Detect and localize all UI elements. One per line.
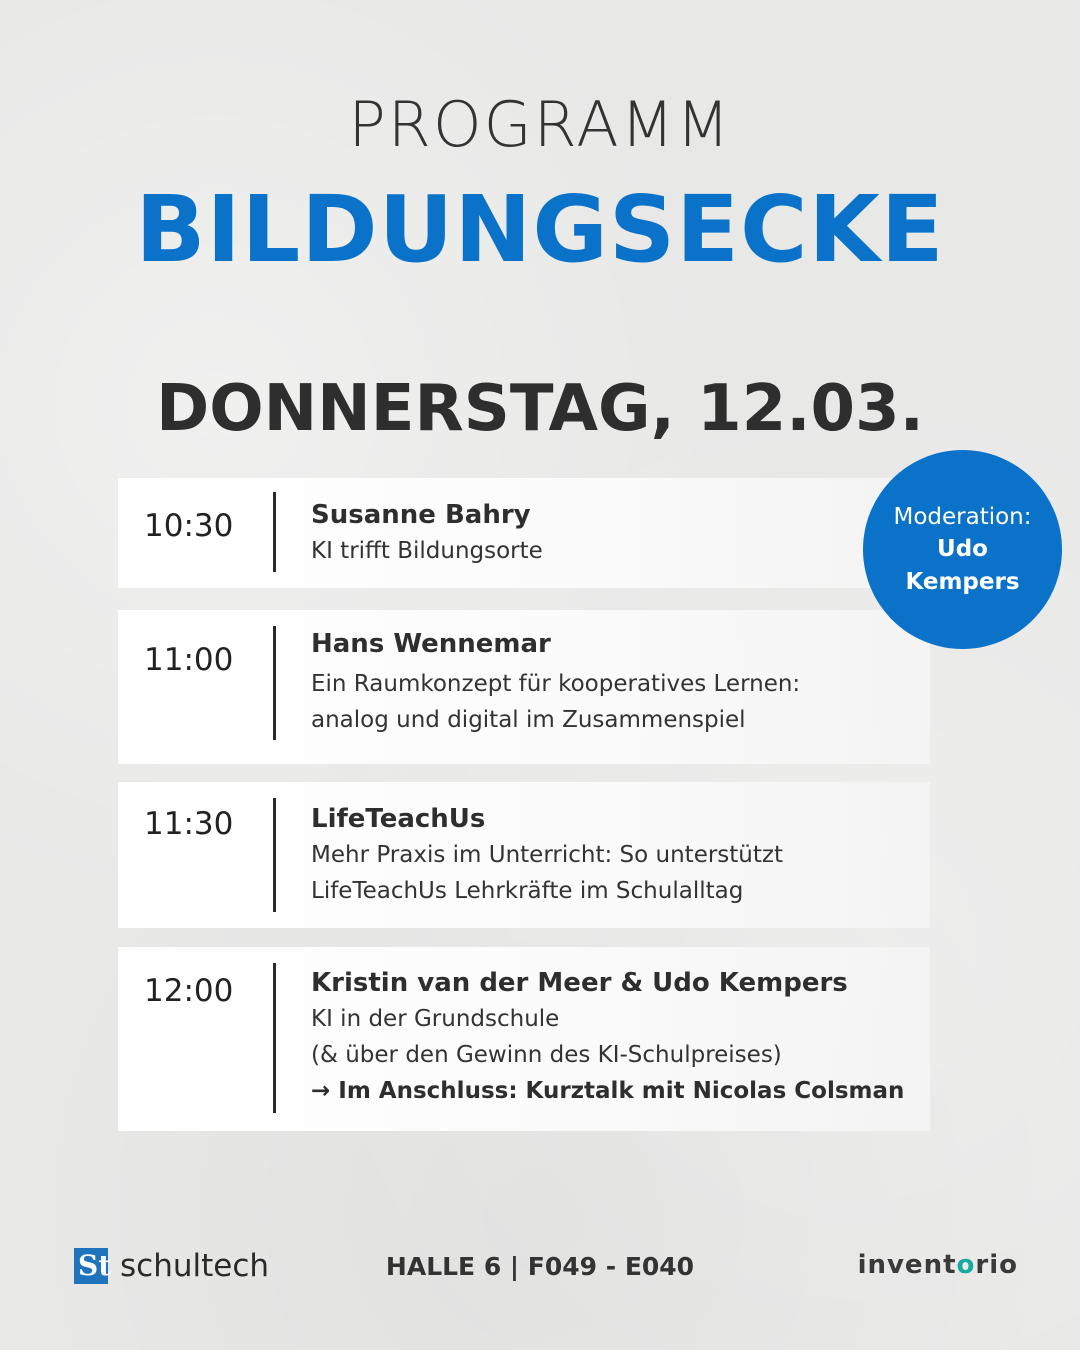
session-description: LifeTeachUs Lehrkräfte im Schulalltag	[311, 878, 744, 904]
hall-location: HALLE 6 | F049 - E040	[385, 1252, 695, 1281]
inventorio-part-a: invent	[857, 1250, 957, 1280]
moderation-label: Moderation:	[893, 503, 1032, 530]
session-divider	[273, 798, 276, 912]
inventorio-part-b: rio	[975, 1250, 1018, 1280]
session-divider	[273, 492, 276, 572]
moderation-badge	[863, 450, 1062, 649]
session-description: KI trifft Bildungsorte	[311, 538, 543, 564]
session-description: (& über den Gewinn des KI-Schulpreises)	[311, 1042, 782, 1068]
session-speaker: LifeTeachUs	[311, 804, 486, 834]
session-followup-note: → Im Anschluss: Kurztalk mit Nicolas Colsman	[311, 1078, 905, 1104]
schultech-mark-letters: St	[78, 1249, 112, 1282]
session-time: 11:30	[144, 806, 234, 842]
session-speaker: Hans Wennemar	[311, 629, 551, 659]
session-description: Ein Raumkonzept für kooperatives Lernen:	[311, 671, 801, 697]
session-time: 11:00	[144, 642, 234, 678]
session-speaker: Susanne Bahry	[311, 500, 531, 530]
session-description: KI in der Grundschule	[311, 1006, 560, 1032]
session-time: 12:00	[144, 973, 234, 1009]
inventorio-logo	[858, 1250, 1018, 1280]
session-description: analog und digital im Zusammenspiel	[311, 707, 746, 733]
session-card-1	[118, 478, 930, 588]
program-kicker: PROGRAMM	[348, 88, 732, 161]
schultech-wordmark: schultech	[120, 1248, 270, 1284]
inventorio-o: o	[956, 1250, 976, 1280]
session-card-3	[118, 782, 930, 928]
page-title: BILDUNGSECKE	[135, 176, 945, 283]
day-heading: DONNERSTAG, 12.03.	[156, 372, 924, 446]
session-card-2	[118, 610, 930, 764]
session-divider	[273, 626, 276, 740]
session-description: Mehr Praxis im Unterricht: So unterstützt	[311, 842, 783, 868]
session-card-4	[118, 947, 930, 1131]
moderator-first-name: Udo	[937, 535, 988, 562]
session-speaker: Kristin van der Meer & Udo Kempers	[311, 968, 848, 998]
session-time: 10:30	[144, 508, 234, 544]
moderator-last-name: Kempers	[905, 568, 1020, 595]
session-divider	[273, 963, 276, 1113]
